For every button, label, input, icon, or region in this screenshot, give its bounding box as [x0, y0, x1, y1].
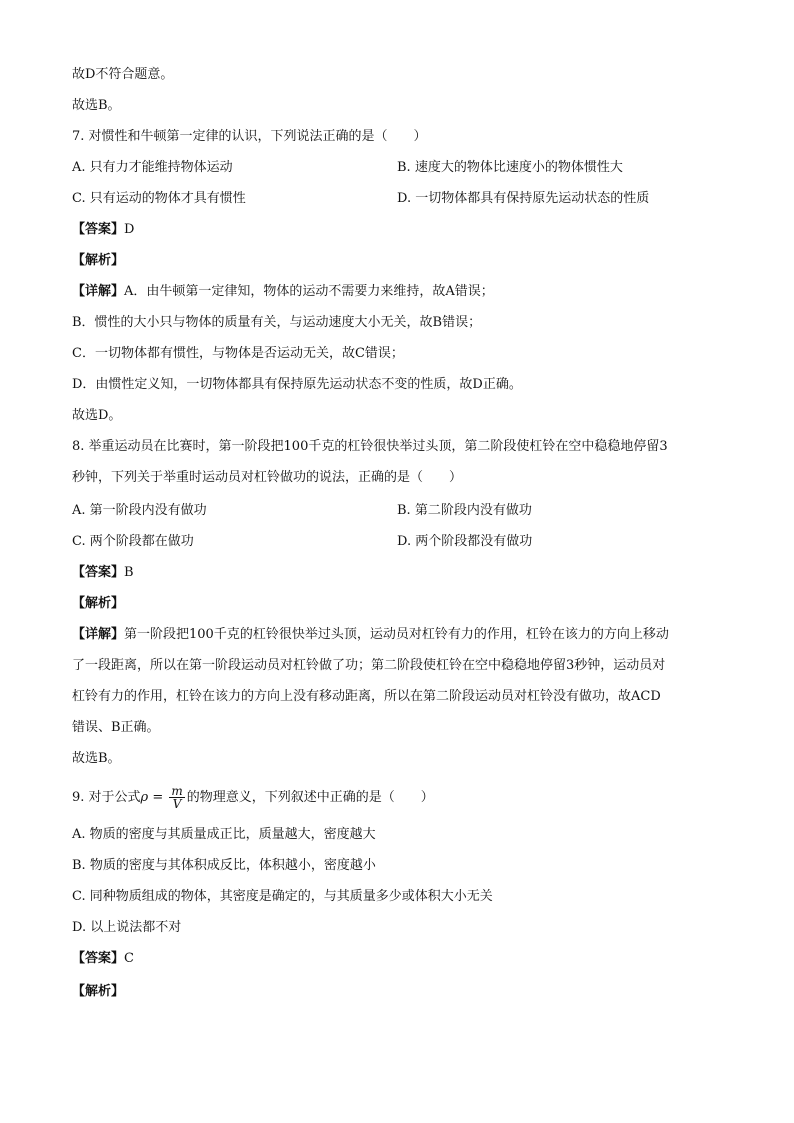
- answer-value: D: [124, 222, 135, 237]
- q8-option-d: D. 两个阶段都没有做功: [397, 534, 533, 549]
- answer-tag: 【答案】: [72, 565, 125, 580]
- question-7-stem: 7. 对惯性和牛顿第一定律的认识，下列说法正确的是（ ）: [72, 129, 427, 144]
- answer-value: B: [124, 565, 134, 580]
- q9-option-b: B. 物质的密度与其体积成反比，体积越小，密度越小: [72, 858, 376, 873]
- fraction-numerator: m: [171, 784, 183, 798]
- answer-value: C: [124, 951, 134, 966]
- detail-text: 第一阶段把100千克的杠铃很快举过头顶，运动员对杠铃有力的作用，杠铃在该力的方向上移动: [124, 627, 669, 642]
- question-9-stem: [72, 785, 434, 810]
- detail-tag: 【详解】: [72, 627, 125, 642]
- q8-detail-line: [72, 626, 669, 644]
- detail-tag: 【详解】: [72, 284, 125, 299]
- question-8-stem: 8. 举重运动员在比赛时，第一阶段把100千克的杠铃很快举过头顶，第二阶段使杠铃在空中稳稳地停留3: [72, 439, 668, 454]
- stem-suffix: 的物理意义，下列叙述中正确的是（ ）: [186, 790, 434, 805]
- q7-option-c: C. 只有运动的物体才具有惯性: [72, 191, 246, 206]
- formula-equals: =: [148, 790, 168, 805]
- answer-tag: 【答案】: [72, 951, 125, 966]
- q8-option-a: A. 第一阶段内没有做功: [72, 503, 207, 518]
- q7-answer: [72, 221, 134, 239]
- q7-option-a: A. 只有力才能维持物体运动: [72, 160, 233, 175]
- text-line: 故D不符合题意。: [72, 67, 174, 82]
- formula-rho: ρ: [140, 790, 149, 805]
- stem-prefix: 9. 对于公式: [72, 790, 141, 805]
- q9-option-d: D. 以上说法都不对: [72, 920, 182, 935]
- formula-fraction: [169, 785, 184, 810]
- q8-answer: [72, 564, 134, 582]
- q7-detail-line: D．由惯性定义知，一切物体都具有保持原先运动状态不变的性质，故D正确。: [72, 377, 522, 392]
- q7-option-b: B. 速度大的物体比速度小的物体惯性大: [397, 160, 623, 175]
- answer-tag: 【答案】: [72, 222, 125, 237]
- q8-detail-line: 了一段距离，所以在第一阶段运动员对杠铃做了功；第二阶段使杠铃在空中稳稳地停留3秒钟，运动员对: [72, 658, 666, 673]
- q9-answer: [72, 950, 134, 968]
- q8-detail-line: 杠铃有力的作用，杠铃在该力的方向上没有移动距离，所以在第二阶段运动员对杠铃没有做功，故ACD: [72, 689, 661, 704]
- detail-text: A．由牛顿第一定律知，物体的运动不需要力来维持，故A错误；: [124, 284, 494, 299]
- q7-option-d: D. 一切物体都具有保持原先运动状态的性质: [397, 191, 650, 206]
- q8-detail-line: 错误、B正确。: [72, 720, 160, 735]
- q7-analysis-tag: 【解析】: [72, 253, 125, 268]
- q8-conclusion: 故选B。: [72, 751, 121, 766]
- q8-option-c: C. 两个阶段都在做功: [72, 534, 194, 549]
- fraction-denominator: V: [172, 797, 182, 811]
- text-line: 故选B。: [72, 98, 121, 113]
- q7-detail-line: [72, 283, 494, 301]
- q9-option-a: A. 物质的密度与其质量成正比，质量越大，密度越大: [72, 827, 376, 842]
- q8-analysis-tag: 【解析】: [72, 596, 125, 611]
- q7-detail-line: B．惯性的大小只与物体的质量有关，与运动速度大小无关，故B错误；: [72, 315, 482, 330]
- q9-analysis-tag: 【解析】: [72, 984, 125, 999]
- q9-option-c: C. 同种物质组成的物体，其密度是确定的，与其质量多少或体积大小无关: [72, 889, 493, 904]
- q8-option-b: B. 第二阶段内没有做功: [397, 503, 532, 518]
- question-8-stem: 秒钟，下列关于举重时运动员对杠铃做功的说法，正确的是（ ）: [72, 470, 463, 485]
- q7-detail-line: C．一切物体都有惯性，与物体是否运动无关，故C错误；: [72, 346, 404, 361]
- q7-conclusion: 故选D。: [72, 408, 122, 423]
